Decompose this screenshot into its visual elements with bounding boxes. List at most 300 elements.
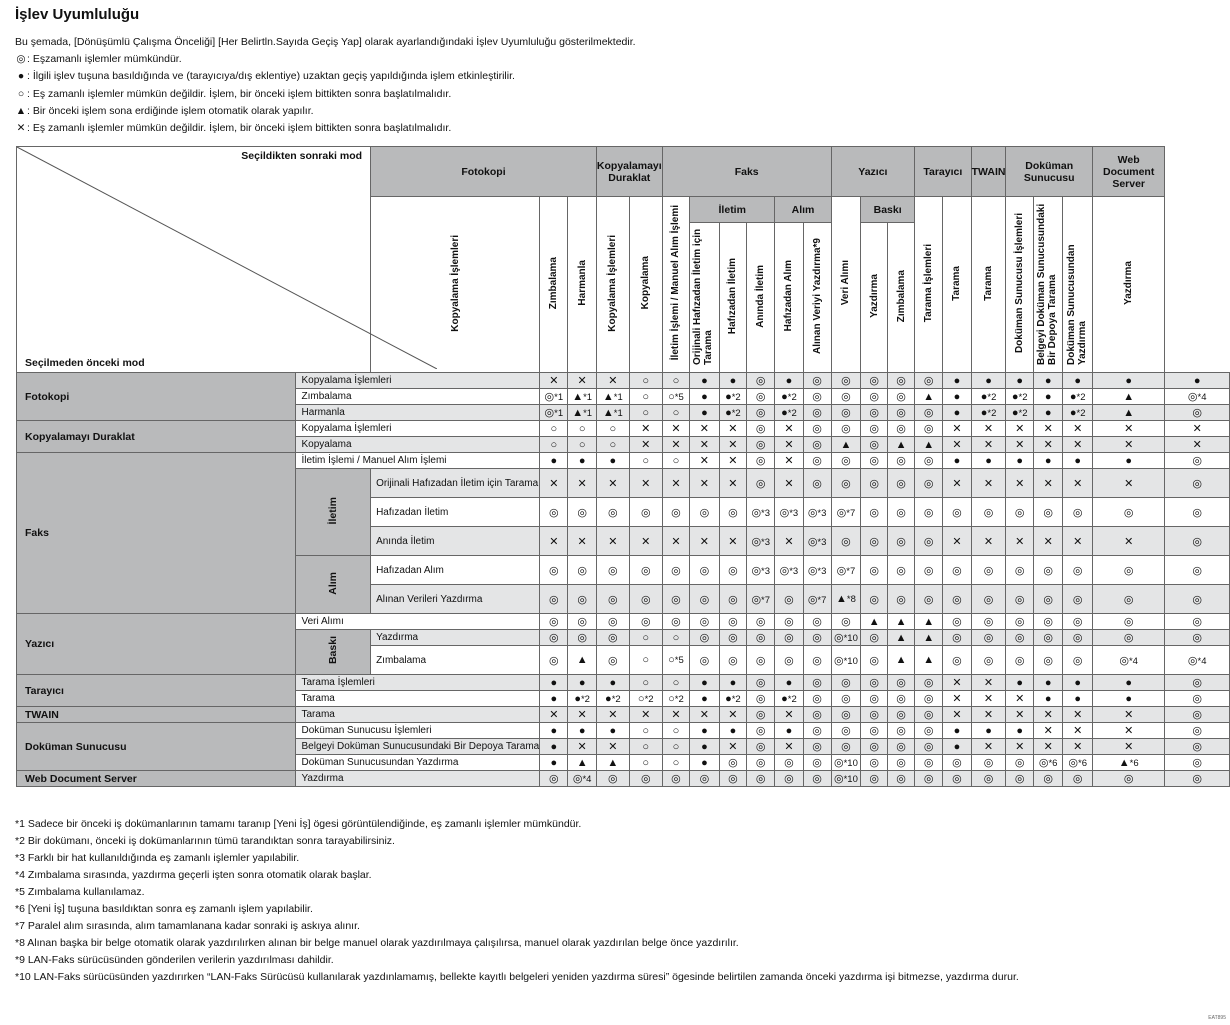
table-cell xyxy=(1006,630,1033,646)
table-cell xyxy=(1165,675,1230,691)
table-cell xyxy=(1092,707,1164,723)
open-circle-icon: ○ xyxy=(550,422,558,435)
table-cell xyxy=(1092,498,1164,527)
row-label: Yazdırma xyxy=(296,771,540,787)
table-cell xyxy=(629,421,662,437)
table-cell xyxy=(629,437,662,453)
table-cell xyxy=(943,707,971,723)
triangle-icon: ▲ xyxy=(923,631,935,644)
filled-circle-icon: ● xyxy=(1016,454,1024,467)
open-circle-icon: ○ xyxy=(609,422,617,435)
table-cell xyxy=(803,614,831,630)
double-circle-icon: ◎ xyxy=(896,709,906,721)
double-circle-icon: ◎ xyxy=(983,506,994,519)
double-circle-icon: ◎ xyxy=(896,455,906,467)
footnote-ref: *3 xyxy=(817,536,827,548)
table-cell xyxy=(629,646,662,675)
table-cell xyxy=(540,498,568,527)
double-circle-icon: ◎ xyxy=(1014,773,1025,785)
table-cell xyxy=(1063,389,1093,405)
double-circle-icon: ◎ xyxy=(784,654,794,667)
double-circle-icon: ◎ xyxy=(869,741,879,753)
table-cell xyxy=(747,723,775,739)
row-label: Anında İletim xyxy=(371,527,540,556)
double-circle-icon: ◎ xyxy=(896,725,906,737)
double-circle-icon: ◎ xyxy=(1043,616,1053,628)
table-cell xyxy=(1165,527,1230,556)
row-label: Kopyalama xyxy=(296,437,540,453)
cross-icon: ✕ xyxy=(608,477,618,490)
filled-circle-icon: ● xyxy=(1044,692,1052,705)
footnote-ref: *10 xyxy=(843,758,858,769)
table-cell xyxy=(943,675,971,691)
footnote-ref: *7 xyxy=(846,565,856,577)
table-cell xyxy=(775,723,803,739)
table-cell xyxy=(747,373,775,389)
table-cell xyxy=(803,527,831,556)
triangle-icon: ▲ xyxy=(895,438,907,451)
double-circle-icon: ◎ xyxy=(983,564,994,577)
double-circle-icon: ◎ xyxy=(1192,616,1202,628)
table-cell xyxy=(1165,469,1230,498)
table-row xyxy=(17,707,1230,723)
table-cell xyxy=(1063,556,1093,585)
col-group-dokuman-sunucusu: Doküman Sunucusu xyxy=(1006,147,1093,197)
table-cell xyxy=(888,527,915,556)
table-cell xyxy=(719,453,746,469)
table-cell xyxy=(690,614,720,630)
table-cell xyxy=(861,755,888,771)
double-circle-icon: ◎ xyxy=(983,757,994,769)
open-circle-icon: ○ xyxy=(672,374,680,387)
cross-icon: ✕ xyxy=(1192,439,1202,451)
cross-icon: ✕ xyxy=(1015,535,1025,548)
double-circle-icon: ◎ xyxy=(549,506,559,519)
table-cell xyxy=(803,556,831,585)
table-cell xyxy=(1092,739,1164,755)
table-cell xyxy=(540,771,568,787)
table-cell xyxy=(775,421,803,437)
footnote-ref: *10 xyxy=(843,655,858,667)
table-cell xyxy=(568,755,597,771)
table-cell xyxy=(1092,389,1164,405)
double-circle-icon: ◎ xyxy=(549,773,559,785)
table-cell xyxy=(540,707,568,723)
table-cell xyxy=(1006,389,1033,405)
col-header: Kopyalama xyxy=(629,197,662,373)
footnote-ref: *2 xyxy=(787,693,797,705)
double-circle-icon: ◎ xyxy=(841,741,851,753)
double-circle-icon: ◎ xyxy=(983,773,994,785)
double-circle-icon: ◎ xyxy=(834,654,844,667)
table-cell xyxy=(1165,437,1230,453)
double-circle-icon: ◎ xyxy=(1014,593,1025,606)
table-cell xyxy=(747,437,775,453)
row-subgroup-label: Alım xyxy=(296,556,371,614)
double-circle-icon: ◎ xyxy=(841,455,851,467)
filled-circle-icon: ● xyxy=(609,724,617,737)
filled-circle-icon: ● xyxy=(1016,374,1024,387)
cross-icon: ✕ xyxy=(699,709,710,721)
compatibility-table xyxy=(16,146,1230,787)
table-cell xyxy=(690,771,720,787)
filled-circle-icon: ● xyxy=(1069,390,1077,403)
table-cell xyxy=(861,527,888,556)
table-cell xyxy=(629,585,662,614)
row-group-label: Tarayıcı xyxy=(17,675,296,707)
table-cell xyxy=(747,675,775,691)
row-label: Zımbalama xyxy=(296,389,540,405)
table-cell xyxy=(971,771,1006,787)
open-circle-icon: ○ xyxy=(642,676,650,689)
table-cell xyxy=(971,755,1006,771)
cross-icon: ✕ xyxy=(1192,423,1202,435)
table-cell xyxy=(943,453,971,469)
double-circle-icon: ◎ xyxy=(841,709,851,721)
double-circle-icon: ◎ xyxy=(896,423,906,435)
table-cell xyxy=(1165,739,1230,755)
table-cell xyxy=(915,755,943,771)
table-cell xyxy=(831,646,860,675)
table-cell xyxy=(831,453,860,469)
double-circle-icon: ◎ xyxy=(923,375,934,387)
filled-circle-icon: ● xyxy=(985,454,992,467)
table-cell xyxy=(596,498,629,527)
filled-circle-icon: ● xyxy=(1016,676,1024,689)
table-cell xyxy=(629,453,662,469)
cross-icon: ✕ xyxy=(983,439,994,451)
cross-icon: ✕ xyxy=(549,535,559,548)
cross-icon: ✕ xyxy=(728,439,738,451)
table-cell xyxy=(568,527,597,556)
table-cell xyxy=(971,405,1006,421)
double-circle-icon: ◎ xyxy=(952,616,962,628)
table-cell xyxy=(915,691,943,707)
col-subgroup-iletim: İletim xyxy=(690,197,775,223)
triangle-icon: ▲ xyxy=(840,438,852,451)
table-cell xyxy=(596,771,629,787)
triangle-icon: ▲ xyxy=(576,756,588,769)
table-cell xyxy=(568,437,597,453)
double-circle-icon: ◎ xyxy=(952,632,962,644)
table-cell xyxy=(888,373,915,389)
table-cell xyxy=(888,691,915,707)
table-cell xyxy=(1165,630,1230,646)
footnote-ref: *2 xyxy=(1018,407,1028,419)
table-cell xyxy=(719,405,746,421)
table-cell xyxy=(1063,585,1093,614)
double-circle-icon: ◎ xyxy=(751,535,762,548)
triangle-icon: ▲ xyxy=(572,390,584,403)
table-cell xyxy=(747,453,775,469)
table-cell xyxy=(690,630,720,646)
footnote-ref: *2 xyxy=(987,391,997,403)
cross-icon: ✕ xyxy=(1124,741,1134,753)
double-circle-icon: ◎ xyxy=(807,564,818,577)
filled-circle-icon: ● xyxy=(1011,406,1019,419)
table-cell xyxy=(803,389,831,405)
table-cell xyxy=(971,421,1006,437)
cross-icon: ✕ xyxy=(728,455,738,467)
filled-circle-icon: ● xyxy=(785,724,793,737)
table-cell xyxy=(1006,373,1033,389)
triangle-icon: ▲ xyxy=(1118,756,1130,769)
col-header: Yazdırma xyxy=(861,223,888,373)
table-cell xyxy=(719,585,746,614)
cross-icon: ✕ xyxy=(983,709,994,721)
table-cell xyxy=(1063,421,1093,437)
double-circle-icon: ◎ xyxy=(1192,677,1202,689)
double-circle-icon: ◎ xyxy=(812,477,822,490)
triangle-icon: ▲ xyxy=(923,390,935,403)
double-circle-icon: ◎ xyxy=(1192,506,1202,519)
col-header: Tarama xyxy=(971,197,1006,373)
double-circle-icon: ◎ xyxy=(755,455,766,467)
table-cell xyxy=(1033,498,1063,527)
open-circle-icon: ○ xyxy=(668,692,675,705)
table-cell xyxy=(831,469,860,498)
cross-icon: ✕ xyxy=(608,741,618,753)
col-group-tarayici: Tarayıcı xyxy=(915,147,972,197)
table-cell xyxy=(775,527,803,556)
double-circle-icon: ◎ xyxy=(869,439,879,451)
table-cell xyxy=(775,585,803,614)
filled-circle-icon: ● xyxy=(701,390,708,403)
table-cell xyxy=(568,498,597,527)
table-cell xyxy=(540,755,568,771)
table-cell xyxy=(1006,469,1033,498)
table-cell xyxy=(1063,498,1093,527)
table-cell xyxy=(1006,675,1033,691)
table-cell xyxy=(747,405,775,421)
table-cell xyxy=(943,556,971,585)
filled-circle-icon: ● xyxy=(574,692,581,705)
table-body xyxy=(17,373,1230,787)
cross-icon: ✕ xyxy=(1073,439,1083,451)
double-circle-icon: ◎ xyxy=(923,455,934,467)
double-circle-icon: ◎ xyxy=(869,593,879,606)
table-cell xyxy=(1165,556,1230,585)
double-circle-icon: ◎ xyxy=(869,709,879,721)
filled-circle-icon: ● xyxy=(725,406,732,419)
col-header: Veri Alımı xyxy=(831,197,860,373)
double-circle-icon: ◎ xyxy=(869,654,879,667)
table-cell xyxy=(1092,405,1164,421)
table-cell xyxy=(1006,707,1033,723)
table-cell xyxy=(1092,373,1164,389)
footnote-ref: *10 xyxy=(843,633,858,644)
triangle-icon: ▲ xyxy=(895,654,907,666)
col-header: Zımbalama xyxy=(888,223,915,373)
table-cell xyxy=(690,707,720,723)
table-cell xyxy=(888,675,915,691)
table-cell xyxy=(1033,691,1063,707)
table-cell xyxy=(888,707,915,723)
cross-icon: ✕ xyxy=(728,423,738,435)
legend-item xyxy=(15,86,636,103)
cross-icon: ✕ xyxy=(1124,725,1134,737)
double-circle-icon: ◎ xyxy=(812,391,822,403)
cross-icon: ✕ xyxy=(728,535,738,548)
double-circle-icon: ◎ xyxy=(1192,757,1202,769)
double-circle-icon: ◎ xyxy=(896,564,906,577)
double-circle-icon: ◎ xyxy=(1192,477,1202,490)
row-label: Zımbalama xyxy=(371,646,540,675)
table-cell xyxy=(1092,527,1164,556)
double-circle-icon: ◎ xyxy=(755,773,766,785)
double-circle-icon: ◎ xyxy=(812,654,822,667)
table-row xyxy=(17,771,1230,787)
figure-code: EAT895 xyxy=(1208,1015,1226,1021)
table-cell xyxy=(861,556,888,585)
table-cell xyxy=(1165,646,1230,675)
table-cell xyxy=(943,771,971,787)
double-circle-icon: ◎ xyxy=(1192,693,1202,705)
table-cell xyxy=(971,437,1006,453)
filled-circle-icon: ● xyxy=(953,374,961,387)
table-cell xyxy=(943,469,971,498)
double-circle-icon: ◎ xyxy=(923,741,934,753)
double-circle-icon: ◎ xyxy=(699,632,710,644)
filled-circle-icon: ● xyxy=(785,374,793,387)
legend-item xyxy=(15,68,636,85)
col-group-fotokopi: Fotokopi xyxy=(371,147,597,197)
table-cell xyxy=(1006,421,1033,437)
filled-circle-icon: ● xyxy=(725,692,732,705)
footnote-ref: *3 xyxy=(817,507,827,519)
cross-icon: ✕ xyxy=(577,477,587,490)
table-cell xyxy=(803,630,831,646)
table-cell xyxy=(861,421,888,437)
table-cell xyxy=(1033,556,1063,585)
table-cell xyxy=(803,373,831,389)
filled-circle-icon: ● xyxy=(980,390,988,403)
cross-icon: ✕ xyxy=(952,709,962,721)
table-cell xyxy=(719,469,746,498)
col-header: Kopyalama İşlemleri xyxy=(596,197,629,373)
triangle-icon: ▲ xyxy=(602,406,614,419)
open-circle-icon: ○ xyxy=(642,631,650,644)
open-circle-icon: ○ xyxy=(672,631,680,644)
cross-icon: ✕ xyxy=(549,709,559,721)
double-circle-icon: ◎ xyxy=(699,593,710,606)
double-circle-icon: ◎ xyxy=(812,757,822,769)
double-circle-icon: ◎ xyxy=(869,477,879,490)
table-cell xyxy=(775,646,803,675)
table-cell xyxy=(915,373,943,389)
table-cell xyxy=(888,646,915,675)
table-cell xyxy=(747,739,775,755)
double-circle-icon: ◎ xyxy=(671,564,681,577)
open-circle-icon: ○ xyxy=(642,724,650,737)
cross-icon: ✕ xyxy=(1124,423,1134,435)
table-cell xyxy=(1165,723,1230,739)
cross-icon: ✕ xyxy=(641,423,651,435)
table-cell xyxy=(915,421,943,437)
cross-icon: ✕ xyxy=(952,477,962,490)
double-circle-icon: ◎ xyxy=(1192,455,1202,467)
table-cell xyxy=(831,389,860,405)
table-cell xyxy=(915,771,943,787)
col-header: Yazdırma xyxy=(1092,197,1164,373)
table-cell xyxy=(915,585,943,614)
double-circle-icon: ◎ xyxy=(779,564,790,577)
double-circle-icon: ◎ xyxy=(1072,654,1083,667)
table-cell xyxy=(1165,498,1230,527)
open-circle-icon: ○ xyxy=(609,438,617,451)
row-group-label: Fotokopi xyxy=(17,373,296,421)
table-cell xyxy=(1033,646,1063,675)
table-cell xyxy=(690,723,720,739)
double-circle-icon: ◎ xyxy=(1123,632,1134,644)
table-cell xyxy=(719,527,746,556)
cross-icon: ✕ xyxy=(983,677,994,689)
table-cell xyxy=(1092,646,1164,675)
cross-icon: ✕ xyxy=(728,477,738,490)
double-circle-icon: ◎ xyxy=(671,616,681,628)
col-subgroup-baski: Baskı xyxy=(861,197,915,223)
table-cell xyxy=(861,675,888,691)
double-circle-icon: ◎ xyxy=(841,616,851,628)
row-label: Doküman Sunucusu İşlemleri xyxy=(296,723,540,739)
double-circle-icon: ◎ xyxy=(1072,564,1083,577)
filled-circle-icon: ● xyxy=(1193,374,1201,387)
table-cell xyxy=(568,646,597,675)
footnote-ref: *1 xyxy=(613,391,623,403)
double-circle-icon: ◎ xyxy=(896,391,906,403)
table-cell xyxy=(596,646,629,675)
double-circle-icon: ◎ xyxy=(608,506,618,519)
filled-circle-icon: ● xyxy=(980,406,988,419)
table-cell xyxy=(1033,707,1063,723)
table-cell xyxy=(888,421,915,437)
table-cell xyxy=(690,498,720,527)
double-circle-icon: ◎ xyxy=(869,725,879,737)
table-cell xyxy=(915,646,943,675)
table-cell xyxy=(1006,405,1033,421)
triangle-icon: ▲ xyxy=(895,631,907,644)
table-cell xyxy=(690,755,720,771)
filled-circle-icon: ● xyxy=(1044,374,1052,387)
filled-circle-icon: ● xyxy=(1125,692,1132,705)
table-cell xyxy=(831,373,860,389)
table-cell xyxy=(596,723,629,739)
double-circle-icon: ◎ xyxy=(923,725,934,737)
footnote-ref: *2 xyxy=(787,407,797,419)
row-label: Hafızadan Alım xyxy=(371,556,540,585)
table-cell xyxy=(1063,469,1093,498)
filled-circle-icon: ● xyxy=(550,692,558,705)
footnote-ref: *2 xyxy=(787,391,797,403)
before-mode-label: Seçilmeden önceki mod xyxy=(25,357,145,369)
double-circle-icon: ◎ xyxy=(869,693,879,705)
double-circle-icon: ◎ xyxy=(544,391,555,403)
col-header: Hafızadan İletim xyxy=(719,223,746,373)
double-circle-icon: ◎ xyxy=(728,616,738,628)
double-circle-icon: ◎ xyxy=(869,506,879,519)
double-circle-icon: ◎ xyxy=(896,677,906,689)
table-cell xyxy=(943,405,971,421)
cross-icon: ✕ xyxy=(1015,693,1025,705)
table-cell xyxy=(662,614,689,630)
triangle-icon: ▲ xyxy=(836,593,847,605)
double-circle-icon: ◎ xyxy=(807,535,818,548)
table-cell xyxy=(662,707,689,723)
double-circle-icon: ◎ xyxy=(952,506,962,519)
table-cell xyxy=(971,646,1006,675)
table-cell xyxy=(747,469,775,498)
table-cell xyxy=(803,646,831,675)
